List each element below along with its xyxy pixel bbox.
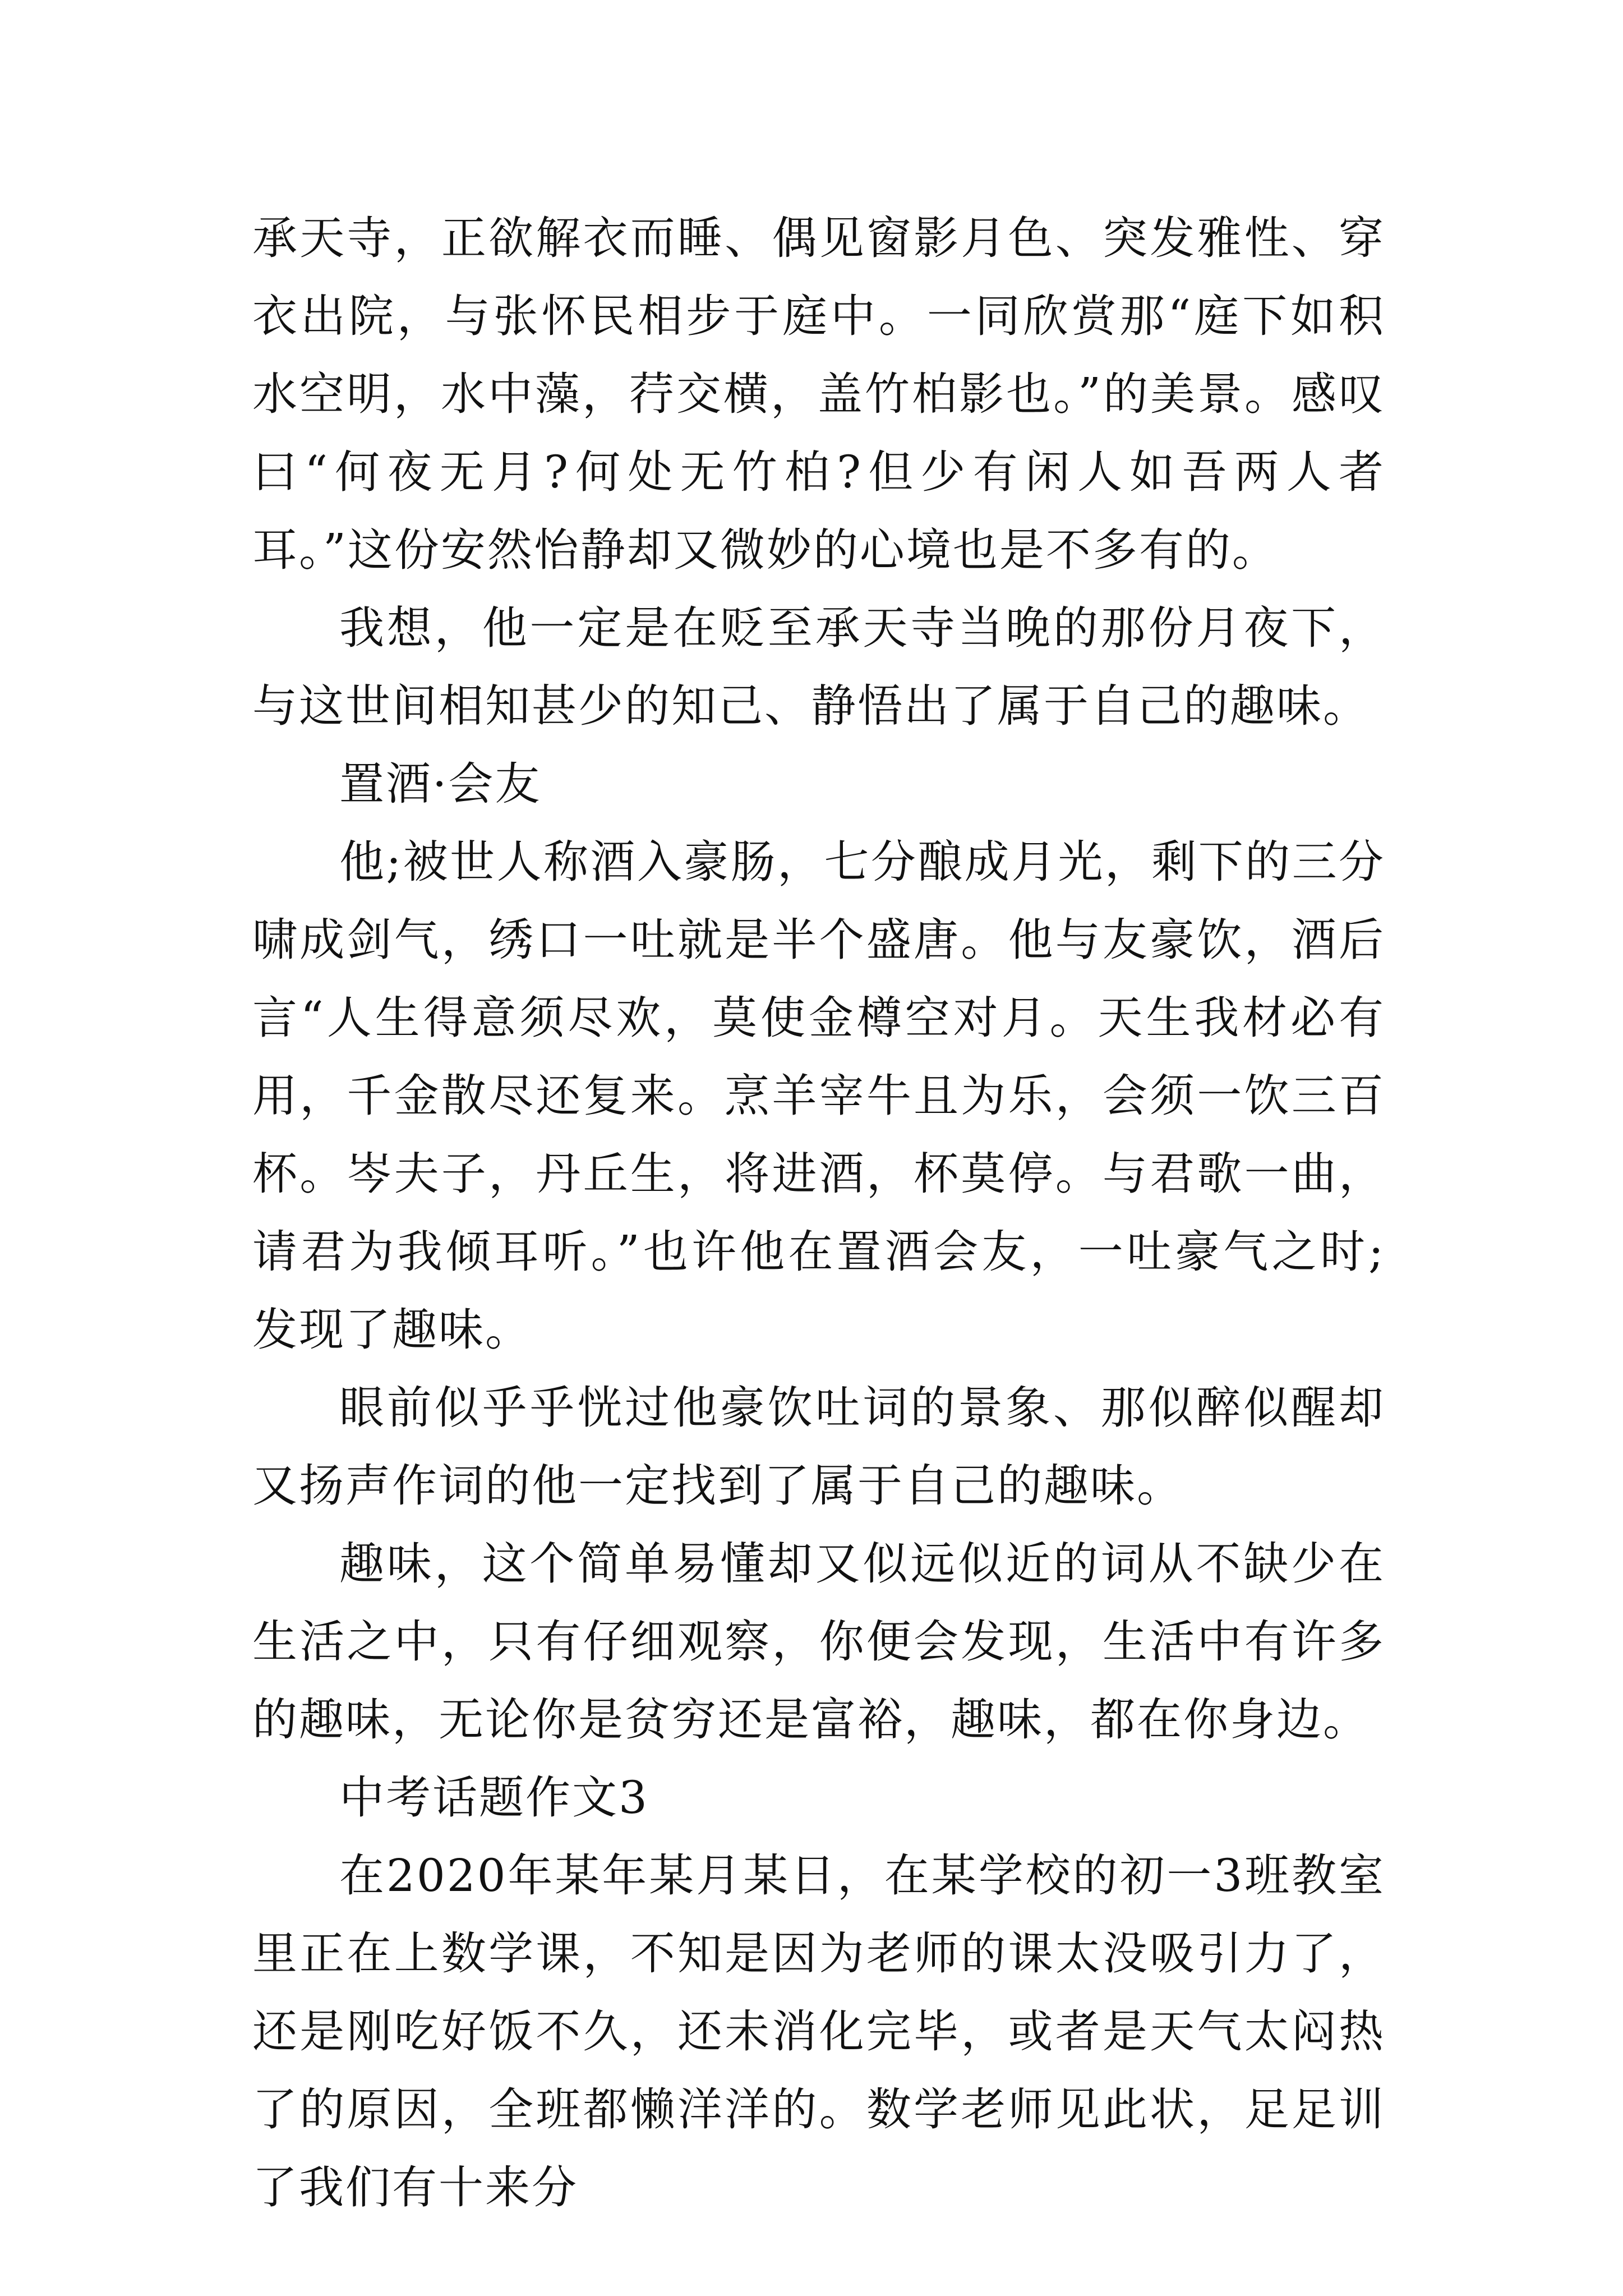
document-body — [252, 199, 1385, 2226]
paragraph-continuation: 承天寺，正欲解衣而睡、偶见窗影月色、突发雅性、穿衣出院，与张怀民相步于庭中。一同欣赏那“庭下如积水空明，水中藻，荇交横，盖竹柏影也。”的美景。感叹曰“何夜无月?何处无竹柏?但少有闲人如吾两人者耳。”这份安然怡静却又微妙的心境也是不多有的。 — [252, 212, 1385, 576]
essay-title: 中考话题作文3 — [339, 1772, 649, 1824]
paragraph: 在2020年某年某月某日，在某学校的初一3班教室里正在上数学课，不知是因为老师的课太没吸引力了，还是刚吃好饭不久，还未消化完毕，或者是天气太闷热了的原因，全班都懒洋洋的。数学老师见此状，足足训了我们有十来分 — [252, 1849, 1385, 2214]
paragraph: 我想，他一定是在贬至承天寺当晚的那份月夜下，与这世间相知甚少的知己、静悟出了属于自己的趣味。 — [252, 602, 1385, 732]
paragraph: 眼前似乎乎恍过他豪饮吐词的景象、那似醉似醒却又扬声作词的他一定找到了属于自己的趣味。 — [252, 1382, 1385, 1512]
paragraph: 他;被世人称酒入豪肠，七分酿成月光，剩下的三分啸成剑气，绣口一吐就是半个盛唐。他与友豪饮，酒后言“人生得意须尽欢，莫使金樽空对月。天生我材必有用，千金散尽还复来。烹羊宰牛且为乐，会须一饮三百杯。岑夫子，丹丘生，将进酒，杯莫停。与君歌一曲，请君为我倾耳听。”也许他在置酒会友，一吐豪气之时;发现了趣味。 — [252, 836, 1385, 1356]
section-heading: 置酒·会友 — [339, 758, 542, 810]
paragraph: 趣味，这个简单易懂却又似远似近的词从不缺少在生活之中，只有仔细观察，你便会发现，生活中有许多的趣味，无论你是贫穷还是富裕，趣味，都在你身边。 — [252, 1538, 1385, 1746]
